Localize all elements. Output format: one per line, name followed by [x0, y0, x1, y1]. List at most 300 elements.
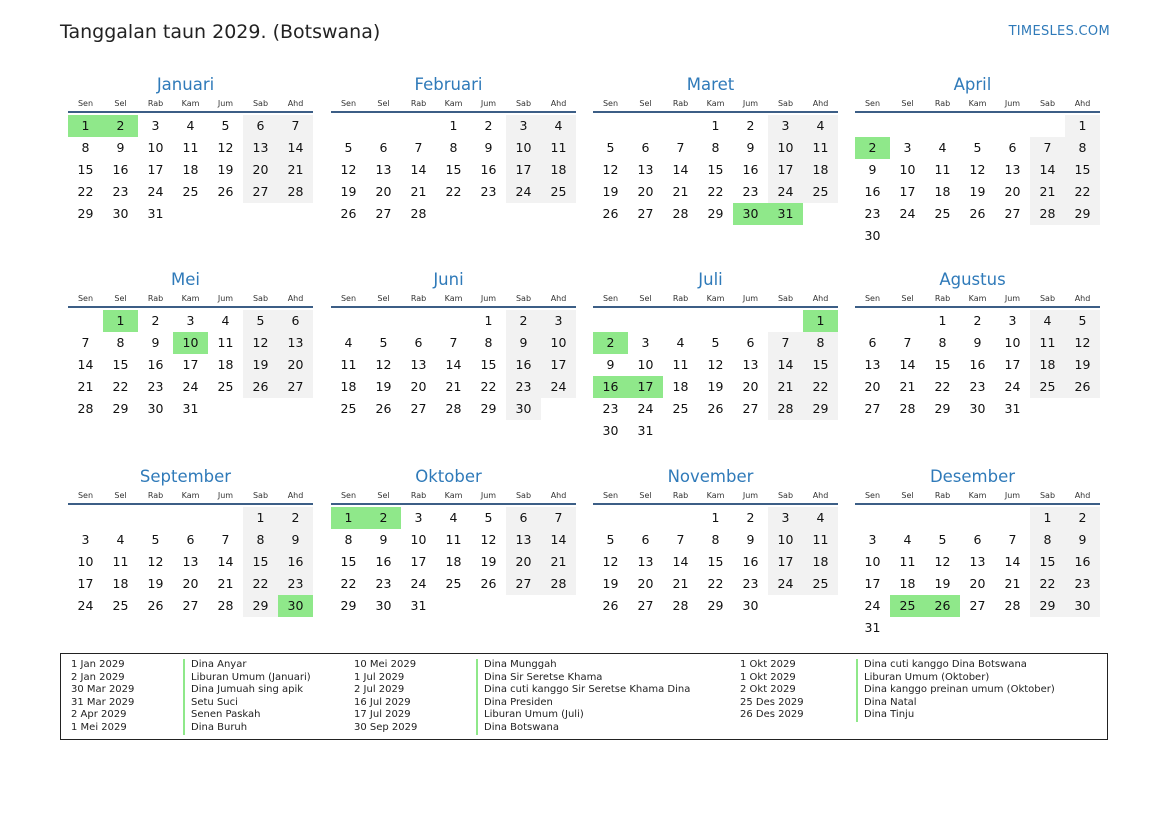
day-cell: 15 [1065, 159, 1100, 181]
day-cell: 6 [506, 507, 541, 529]
empty-cell [208, 507, 243, 529]
weekday-label: Ahd [287, 99, 304, 108]
day-cell: 9 [973, 335, 982, 350]
holiday-day-cell: 2 [855, 137, 890, 159]
day-cell: 23 [969, 379, 986, 394]
day-cell: 9 [379, 532, 388, 547]
day-cell: 2 [746, 510, 755, 525]
day-cell: 22 [707, 184, 724, 199]
weekday-label: Kam [706, 294, 725, 303]
legend-date: 2 Jan 2029 [71, 671, 125, 683]
day-cell: 22 [445, 184, 462, 199]
day-cell: 8 [449, 140, 458, 155]
day-cell: 18 [803, 159, 838, 181]
empty-cell [733, 310, 768, 332]
legend-date: 2 Apr 2029 [71, 709, 127, 721]
empty-cell [663, 115, 698, 137]
day-cell: 19 [934, 576, 951, 591]
weekday-header [593, 97, 838, 113]
day-cell: 11 [899, 554, 916, 569]
day-cell: 19 [602, 576, 619, 591]
day-cell: 26 [602, 598, 619, 613]
day-cell: 16 [742, 162, 759, 177]
empty-cell [890, 507, 925, 529]
day-cell: 8 [803, 332, 838, 354]
weekday-header [68, 292, 313, 308]
day-grid [68, 310, 313, 420]
day-cell: 23 [147, 379, 164, 394]
day-cell: 2 [278, 507, 313, 529]
day-cell: 18 [217, 357, 234, 372]
day-cell: 25 [803, 181, 838, 203]
weekday-label: Sab [1039, 99, 1056, 108]
day-cell: 15 [445, 162, 462, 177]
legend-date: 1 Jul 2029 [354, 671, 405, 683]
day-cell: 27 [637, 206, 654, 221]
day-cell: 22 [1065, 181, 1100, 203]
day-cell: 4 [803, 507, 838, 529]
day-cell: 23 [375, 576, 392, 591]
day-grid [855, 507, 1100, 639]
day-cell: 23 [506, 376, 541, 398]
day-cell: 26 [1065, 376, 1100, 398]
month-september [68, 465, 313, 617]
day-cell: 12 [480, 532, 497, 547]
weekday-header [855, 292, 1100, 308]
day-cell: 7 [541, 507, 576, 529]
day-cell: 16 [375, 554, 392, 569]
day-cell: 31 [410, 598, 427, 613]
day-cell: 20 [182, 576, 199, 591]
day-cell: 13 [864, 357, 881, 372]
day-cell: 20 [742, 379, 759, 394]
day-cell: 5 [606, 532, 615, 547]
day-cell: 28 [541, 573, 576, 595]
day-cell: 15 [707, 554, 724, 569]
day-cell: 23 [278, 573, 313, 595]
day-cell: 26 [147, 598, 164, 613]
day-cell: 28 [77, 401, 94, 416]
day-cell: 25 [445, 576, 462, 591]
day-grid [855, 115, 1100, 247]
day-cell: 2 [484, 118, 493, 133]
weekday-label: Rab [934, 491, 951, 500]
day-cell: 12 [934, 554, 951, 569]
weekday-label: Sab [777, 294, 794, 303]
day-cell: 29 [707, 598, 724, 613]
day-cell: 21 [1030, 181, 1065, 203]
day-cell: 22 [934, 379, 951, 394]
empty-cell [925, 507, 960, 529]
month-name: September [139, 467, 232, 486]
weekday-header [331, 292, 576, 308]
day-cell: 19 [602, 184, 619, 199]
day-cell: 11 [340, 357, 357, 372]
weekday-label: Ahd [550, 491, 567, 500]
site-link[interactable]: TIMESLES.COM [1008, 24, 1110, 39]
day-cell: 20 [410, 379, 427, 394]
weekday-header [68, 489, 313, 505]
day-cell: 3 [768, 507, 803, 529]
legend-holiday-name: Dina Tinju [856, 709, 1055, 722]
day-cell: 11 [445, 532, 462, 547]
day-cell: 29 [803, 398, 838, 420]
day-cell: 23 [864, 206, 881, 221]
day-cell: 19 [217, 162, 234, 177]
day-cell: 2 [506, 310, 541, 332]
month-januari [68, 73, 313, 225]
day-grid [593, 115, 838, 225]
holiday-day-cell: 1 [68, 115, 103, 137]
day-cell: 27 [637, 598, 654, 613]
empty-cell [995, 115, 1030, 137]
day-cell: 2 [1065, 507, 1100, 529]
day-cell: 3 [641, 335, 650, 350]
day-cell: 10 [147, 140, 164, 155]
holiday-day-cell: 30 [733, 203, 768, 225]
day-cell: 10 [768, 529, 803, 551]
day-cell: 11 [182, 140, 199, 155]
day-cell: 2 [973, 313, 982, 328]
weekday-label: Rab [147, 491, 164, 500]
day-cell: 23 [112, 184, 129, 199]
weekday-header [68, 97, 313, 113]
day-grid [331, 115, 576, 225]
month-name: Februari [414, 75, 483, 94]
day-cell: 29 [77, 206, 94, 221]
day-cell: 6 [746, 335, 755, 350]
empty-cell [593, 507, 628, 529]
day-cell: 22 [340, 576, 357, 591]
day-cell: 11 [112, 554, 129, 569]
day-cell: 3 [506, 115, 541, 137]
holiday-day-cell: 1 [803, 310, 838, 332]
legend-holiday-name: Dina Anyar [183, 659, 311, 672]
day-cell: 8 [1065, 137, 1100, 159]
day-cell: 17 [768, 159, 803, 181]
legend-date: 25 Des 2029 [740, 696, 804, 708]
legend-dates-col-3 [740, 659, 804, 722]
day-cell: 3 [1008, 313, 1017, 328]
day-cell: 29 [480, 401, 497, 416]
weekday-label: Jum [1004, 99, 1021, 108]
day-cell: 5 [973, 140, 982, 155]
holiday-day-cell: 2 [593, 332, 628, 354]
day-cell: 13 [637, 554, 654, 569]
day-cell: 9 [151, 335, 160, 350]
holiday-day-cell: 31 [768, 203, 803, 225]
empty-cell [68, 310, 103, 332]
empty-cell [663, 507, 698, 529]
day-cell: 16 [742, 554, 759, 569]
day-cell: 20 [864, 379, 881, 394]
day-cell: 10 [541, 332, 576, 354]
weekday-label: Sen [864, 99, 881, 108]
weekday-header [331, 97, 576, 113]
day-cell: 28 [278, 181, 313, 203]
weekday-label: Kam [444, 491, 463, 500]
day-cell: 24 [864, 598, 881, 613]
day-cell: 31 [182, 401, 199, 416]
day-cell: 26 [707, 401, 724, 416]
day-grid [68, 507, 313, 617]
day-cell: 22 [803, 376, 838, 398]
day-cell: 5 [151, 532, 160, 547]
day-cell: 13 [182, 554, 199, 569]
day-cell: 4 [116, 532, 125, 547]
day-cell: 27 [410, 401, 427, 416]
day-cell: 19 [707, 379, 724, 394]
day-cell: 16 [112, 162, 129, 177]
day-cell: 21 [672, 184, 689, 199]
day-cell: 24 [506, 181, 541, 203]
weekday-label: Ahd [1074, 491, 1091, 500]
weekday-label: Rab [410, 99, 427, 108]
month-name: April [953, 75, 992, 94]
day-cell: 7 [676, 140, 685, 155]
day-cell: 13 [1004, 162, 1021, 177]
page-title: Tanggalan taun 2029. (Botswana) [60, 21, 381, 43]
day-cell: 19 [969, 184, 986, 199]
weekday-label: Rab [410, 491, 427, 500]
day-cell: 14 [410, 162, 427, 177]
day-cell: 26 [602, 206, 619, 221]
day-cell: 16 [147, 357, 164, 372]
empty-cell [925, 115, 960, 137]
day-cell: 9 [484, 140, 493, 155]
day-cell: 16 [480, 162, 497, 177]
day-cell: 28 [1030, 203, 1065, 225]
day-cell: 6 [243, 115, 278, 137]
weekday-label: Rab [934, 294, 951, 303]
empty-cell [366, 115, 401, 137]
holiday-day-cell: 30 [278, 595, 313, 617]
day-cell: 18 [803, 551, 838, 573]
day-cell: 5 [221, 118, 230, 133]
weekday-label: Kam [444, 99, 463, 108]
day-cell: 21 [672, 576, 689, 591]
day-cell: 17 [541, 354, 576, 376]
weekday-header [593, 292, 838, 308]
day-cell: 23 [742, 184, 759, 199]
day-cell: 17 [768, 551, 803, 573]
day-cell: 16 [506, 354, 541, 376]
legend-date: 1 Mei 2029 [71, 721, 127, 733]
day-cell: 18 [672, 379, 689, 394]
month-name: Juli [698, 270, 723, 289]
day-cell: 28 [217, 598, 234, 613]
day-cell: 22 [480, 379, 497, 394]
day-cell: 30 [506, 398, 541, 420]
day-cell: 15 [243, 551, 278, 573]
weekday-label: Sel [901, 99, 914, 108]
legend-holiday-name: Dina Sir Seretse Khama [476, 672, 690, 685]
day-cell: 30 [375, 598, 392, 613]
day-cell: 24 [410, 576, 427, 591]
day-cell: 12 [969, 162, 986, 177]
day-cell: 15 [112, 357, 129, 372]
weekday-label: Jum [217, 294, 234, 303]
month-februari [331, 73, 576, 225]
day-cell: 24 [768, 181, 803, 203]
day-cell: 6 [641, 532, 650, 547]
holiday-legend [60, 653, 1108, 740]
day-cell: 5 [711, 335, 720, 350]
weekday-label: Sel [377, 294, 390, 303]
day-cell: 6 [186, 532, 195, 547]
weekday-label: Jum [742, 99, 759, 108]
day-cell: 27 [375, 206, 392, 221]
day-cell: 13 [506, 529, 541, 551]
weekday-label: Sen [864, 491, 881, 500]
weekday-label: Sab [515, 491, 532, 500]
weekday-label: Sen [77, 491, 94, 500]
holiday-day-cell: 2 [103, 115, 138, 137]
day-cell: 3 [903, 140, 912, 155]
day-cell: 11 [672, 357, 689, 372]
month-oktober [331, 465, 576, 617]
day-cell: 6 [868, 335, 877, 350]
empty-cell [331, 310, 366, 332]
weekday-label: Sab [1039, 491, 1056, 500]
day-cell: 10 [77, 554, 94, 569]
legend-holiday-name: Dina Jumuah sing apik [183, 684, 311, 697]
day-cell: 16 [278, 551, 313, 573]
legend-date: 2 Okt 2029 [740, 684, 796, 696]
day-cell: 10 [1004, 335, 1021, 350]
day-cell: 29 [112, 401, 129, 416]
holiday-day-cell: 17 [628, 376, 663, 398]
day-cell: 6 [641, 140, 650, 155]
month-mei [68, 268, 313, 420]
day-cell: 2 [151, 313, 160, 328]
day-cell: 14 [1030, 159, 1065, 181]
day-cell: 31 [864, 620, 881, 635]
day-cell: 24 [147, 184, 164, 199]
day-cell: 16 [1065, 551, 1100, 573]
legend-date: 30 Sep 2029 [354, 721, 418, 733]
day-cell: 15 [480, 357, 497, 372]
weekday-label: Kam [181, 99, 200, 108]
day-cell: 1 [243, 507, 278, 529]
day-cell: 17 [864, 576, 881, 591]
day-cell: 24 [768, 573, 803, 595]
day-cell: 11 [934, 162, 951, 177]
day-cell: 30 [147, 401, 164, 416]
day-cell: 29 [707, 206, 724, 221]
weekday-label: Sab [515, 99, 532, 108]
day-cell: 19 [480, 554, 497, 569]
weekday-label: Kam [181, 294, 200, 303]
legend-names-col-2 [476, 659, 690, 735]
holiday-day-cell: 1 [331, 507, 366, 529]
day-cell: 30 [969, 401, 986, 416]
weekday-label: Ahd [812, 294, 829, 303]
weekday-header [331, 489, 576, 505]
day-cell: 15 [934, 357, 951, 372]
day-cell: 15 [1030, 551, 1065, 573]
day-cell: 6 [973, 532, 982, 547]
empty-cell [960, 115, 995, 137]
day-cell: 7 [278, 115, 313, 137]
weekday-label: Kam [968, 294, 987, 303]
weekday-label: Sel [377, 99, 390, 108]
day-cell: 22 [707, 576, 724, 591]
day-cell: 18 [934, 184, 951, 199]
weekday-label: Sen [340, 99, 357, 108]
day-cell: 7 [768, 332, 803, 354]
weekday-label: Sab [515, 294, 532, 303]
day-cell: 13 [969, 554, 986, 569]
empty-cell [855, 115, 890, 137]
day-cell: 28 [899, 401, 916, 416]
legend-date: 10 Mei 2029 [354, 659, 417, 670]
day-cell: 8 [81, 140, 90, 155]
day-cell: 19 [340, 184, 357, 199]
weekday-label: Rab [934, 99, 951, 108]
day-cell: 10 [410, 532, 427, 547]
day-cell: 30 [1065, 595, 1100, 617]
weekday-label: Sel [639, 491, 652, 500]
weekday-label: Kam [181, 491, 200, 500]
day-cell: 5 [243, 310, 278, 332]
day-cell: 27 [864, 401, 881, 416]
day-cell: 12 [707, 357, 724, 372]
day-cell: 3 [414, 510, 423, 525]
empty-cell [1030, 115, 1065, 137]
day-cell: 25 [934, 206, 951, 221]
day-cell: 11 [803, 529, 838, 551]
month-name: Mei [171, 270, 200, 289]
day-cell: 9 [506, 332, 541, 354]
day-cell: 28 [672, 598, 689, 613]
month-name: Agustus [939, 270, 1006, 289]
day-cell: 3 [541, 310, 576, 332]
day-grid [68, 115, 313, 225]
day-cell: 21 [410, 184, 427, 199]
day-cell: 20 [278, 354, 313, 376]
day-cell: 4 [221, 313, 230, 328]
month-name: Januari [156, 75, 215, 94]
weekday-label: Sab [252, 294, 269, 303]
day-cell: 17 [506, 159, 541, 181]
day-cell: 4 [903, 532, 912, 547]
day-cell: 4 [541, 115, 576, 137]
month-april [855, 73, 1100, 247]
month-name: November [667, 467, 754, 486]
empty-cell [890, 310, 925, 332]
day-cell: 12 [375, 357, 392, 372]
day-cell: 17 [147, 162, 164, 177]
month-name: Juni [433, 270, 464, 289]
day-cell: 13 [410, 357, 427, 372]
day-cell: 25 [672, 401, 689, 416]
day-cell: 5 [606, 140, 615, 155]
day-cell: 6 [278, 310, 313, 332]
empty-cell [628, 310, 663, 332]
day-cell: 25 [803, 573, 838, 595]
day-cell: 9 [606, 357, 615, 372]
weekday-label: Ahd [287, 294, 304, 303]
day-grid [331, 507, 576, 617]
day-cell: 7 [1030, 137, 1065, 159]
day-cell: 24 [637, 401, 654, 416]
empty-cell [855, 507, 890, 529]
day-cell: 10 [637, 357, 654, 372]
day-cell: 27 [278, 376, 313, 398]
day-cell: 11 [803, 137, 838, 159]
day-cell: 19 [375, 379, 392, 394]
